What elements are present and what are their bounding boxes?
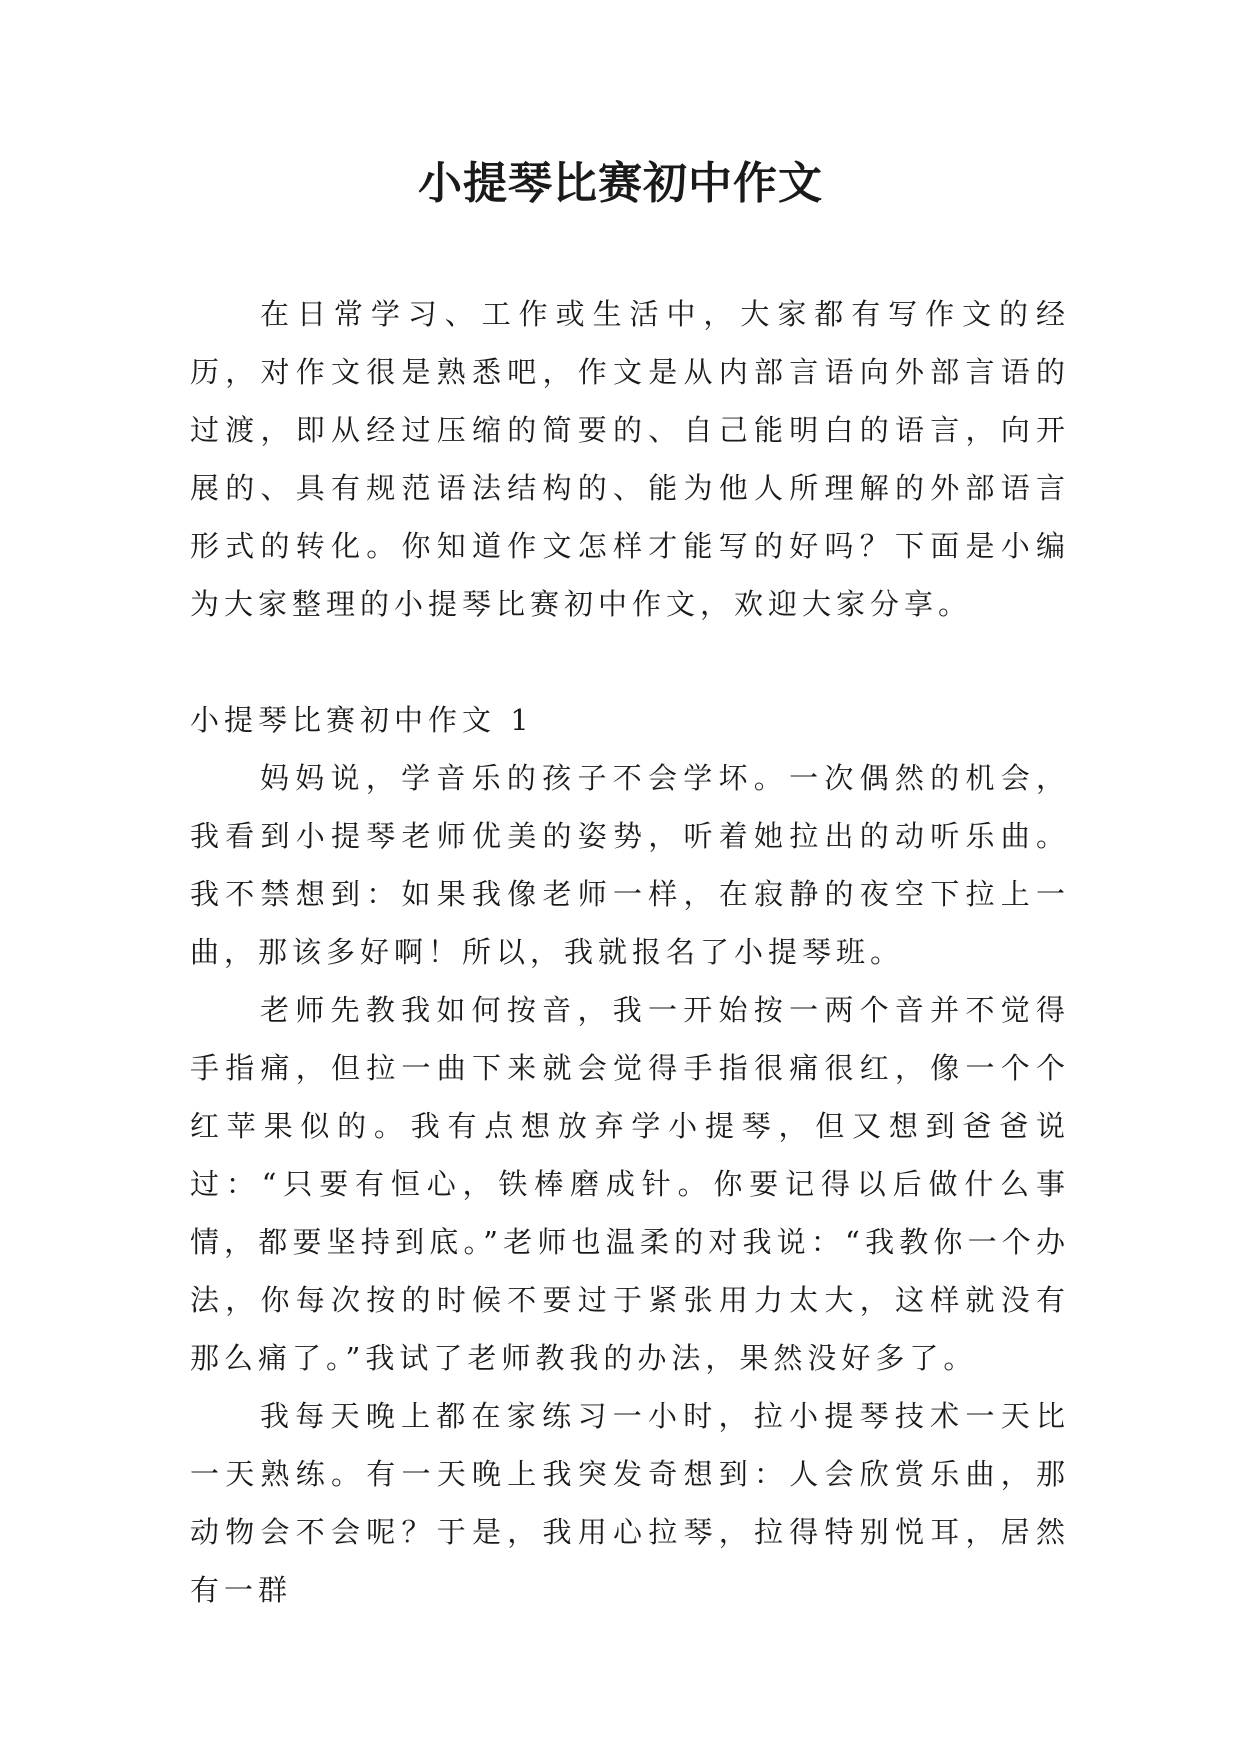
- section-heading: 小提琴比赛初中作文 1: [190, 703, 534, 737]
- body-paragraph-1: 妈妈说，学音乐的孩子不会学坏。一次偶然的机会，我看到小提琴老师优美的姿势，听着她拉出的动听乐曲。我不禁想到：如果我像老师一样，在寂静的夜空下拉上一曲，那该多好啊！所以，我就报名了小提琴班。: [190, 761, 1070, 969]
- intro-paragraph: 在日常学习、工作或生活中，大家都有写作文的经历，对作文很是熟悉吧，作文是从内部言语向外部言语的过渡，即从经过压缩的简要的、自己能明白的语言，向开展的、具有规范语法结构的、能为他人所理解的外部语言形式的转化。你知道作文怎样才能写的好吗？下面是小编为大家整理的小提琴比赛初中作文，欢迎大家分享。: [190, 297, 1070, 621]
- document-body: [190, 285, 1070, 1619]
- body-paragraph-3: 我每天晚上都在家练习一小时，拉小提琴技术一天比一天熟练。有一天晚上我突发奇想到：人会欣赏乐曲，那动物会不会呢？于是，我用心拉琴，拉得特别悦耳，居然有一群: [190, 1399, 1070, 1607]
- body-paragraph-2: 老师先教我如何按音，我一开始按一两个音并不觉得手指痛，但拉一曲下来就会觉得手指很痛很红，像一个个红苹果似的。我有点想放弃学小提琴，但又想到爸爸说过：“只要有恒心，铁棒磨成针。你要记得以后做什么事情，都要坚持到底。”老师也温柔的对我说：“我教你一个办法，你每次按的时候不要过于紧张用力太大，这样就没有那么痛了。”我试了老师教我的办法，果然没好多了。: [190, 993, 1070, 1375]
- document-title: 小提琴比赛初中作文: [418, 158, 823, 209]
